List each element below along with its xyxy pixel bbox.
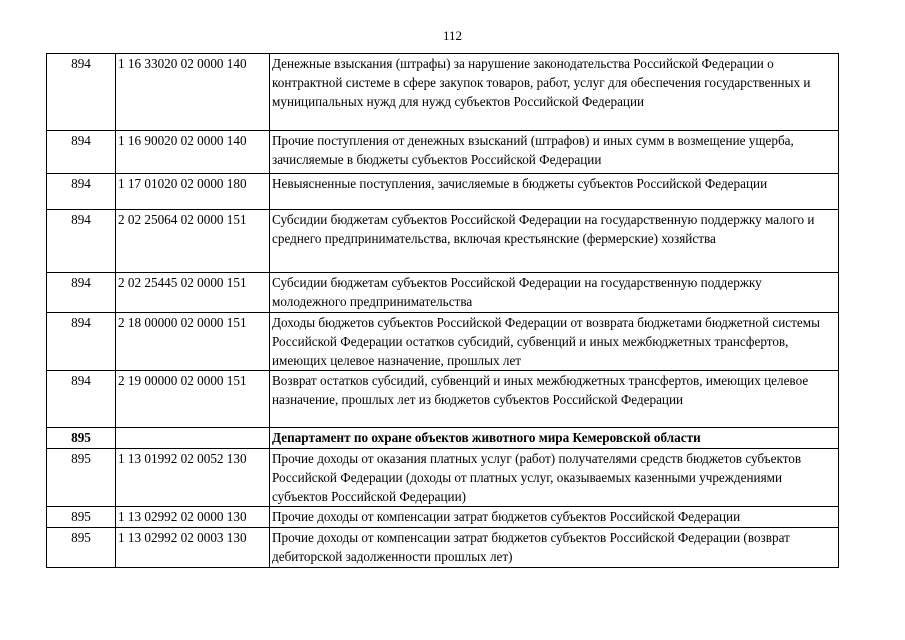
revenue-code-cell: 2 02 25445 02 0000 151 (116, 273, 270, 313)
revenue-code-cell: 2 19 00000 02 0000 151 (116, 371, 270, 428)
admin-code-cell: 894 (47, 54, 116, 131)
revenue-name-cell: Доходы бюджетов субъектов Российской Федерации от возврата бюджетами бюджетной системы Российской Федерации остатков субсидий, субвенций и иных межбюджетных трансфертов, имеющих целевое назначение, прошлых лет (270, 313, 839, 371)
revenue-name-cell: Прочие доходы от компенсации затрат бюджетов субъектов Российской Федерации (270, 507, 839, 528)
table-row (47, 371, 839, 428)
admin-code-cell: 894 (47, 313, 116, 371)
revenue-code-cell: 1 16 90020 02 0000 140 (116, 131, 270, 174)
admin-code-cell: 894 (47, 210, 116, 273)
table-row (47, 174, 839, 210)
table-row (47, 273, 839, 313)
revenue-code-cell: 1 17 01020 02 0000 180 (116, 174, 270, 210)
table-row (47, 528, 839, 568)
admin-code-cell: 895 (47, 449, 116, 507)
department-name-cell: Департамент по охране объектов животного мира Кемеровской области (270, 428, 839, 449)
admin-code-cell: 895 (47, 528, 116, 568)
table-row (47, 54, 839, 131)
admin-code-cell: 895 (47, 428, 116, 449)
revenue-name-cell: Денежные взыскания (штрафы) за нарушение законодательства Российской Федерации о контрактной системе в сфере закупок товаров, работ, услуг для обеспечения государственных и муниципальных нужд для нужд субъектов Российской Федерации (270, 54, 839, 131)
revenue-name-cell: Прочие доходы от оказания платных услуг (работ) получателями средств бюджетов субъектов Российской Федерации (доходы от платных услуг, оказываемых казенными учреждениями субъектов Российской Федерации) (270, 449, 839, 507)
table-row (47, 507, 839, 528)
revenue-name-cell: Субсидии бюджетам субъектов Российской Федерации на государственную поддержку молодежного предпринимательства (270, 273, 839, 313)
revenue-code-cell: 2 18 00000 02 0000 151 (116, 313, 270, 371)
admin-code-cell: 894 (47, 174, 116, 210)
revenue-code-cell: 1 13 02992 02 0003 130 (116, 528, 270, 568)
table-row (47, 313, 839, 371)
admin-code-cell: 894 (47, 273, 116, 313)
admin-code-cell: 894 (47, 131, 116, 174)
revenue-name-cell: Возврат остатков субсидий, субвенций и иных межбюджетных трансфертов, имеющих целевое назначение, прошлых лет из бюджетов субъектов Российской Федерации (270, 371, 839, 428)
page-number: 112 (442, 28, 463, 43)
revenue-name-cell: Невыясненные поступления, зачисляемые в бюджеты субъектов Российской Федерации (270, 174, 839, 210)
revenue-code-cell (116, 428, 270, 449)
revenue-code-cell: 1 16 33020 02 0000 140 (116, 54, 270, 131)
admin-code-cell: 895 (47, 507, 116, 528)
revenue-code-cell: 1 13 01992 02 0052 130 (116, 449, 270, 507)
admin-code-cell: 894 (47, 371, 116, 428)
table-row (47, 131, 839, 174)
revenue-name-cell: Прочие доходы от компенсации затрат бюджетов субъектов Российской Федерации (возврат дебиторской задолженности прошлых лет) (270, 528, 839, 568)
revenue-code-cell: 1 13 02992 02 0000 130 (116, 507, 270, 528)
revenue-name-cell: Прочие поступления от денежных взысканий (штрафов) и иных сумм в возмещение ущерба, зачисляемые в бюджеты субъектов Российской Федерации (270, 131, 839, 174)
revenue-code-cell: 2 02 25064 02 0000 151 (116, 210, 270, 273)
table-row (47, 449, 839, 507)
table-row (47, 210, 839, 273)
department-header-row (47, 428, 839, 449)
budget-revenue-table (46, 53, 839, 568)
revenue-name-cell: Субсидии бюджетам субъектов Российской Федерации на государственную поддержку малого и среднего предпринимательства, включая крестьянские (фермерские) хозяйства (270, 210, 839, 273)
